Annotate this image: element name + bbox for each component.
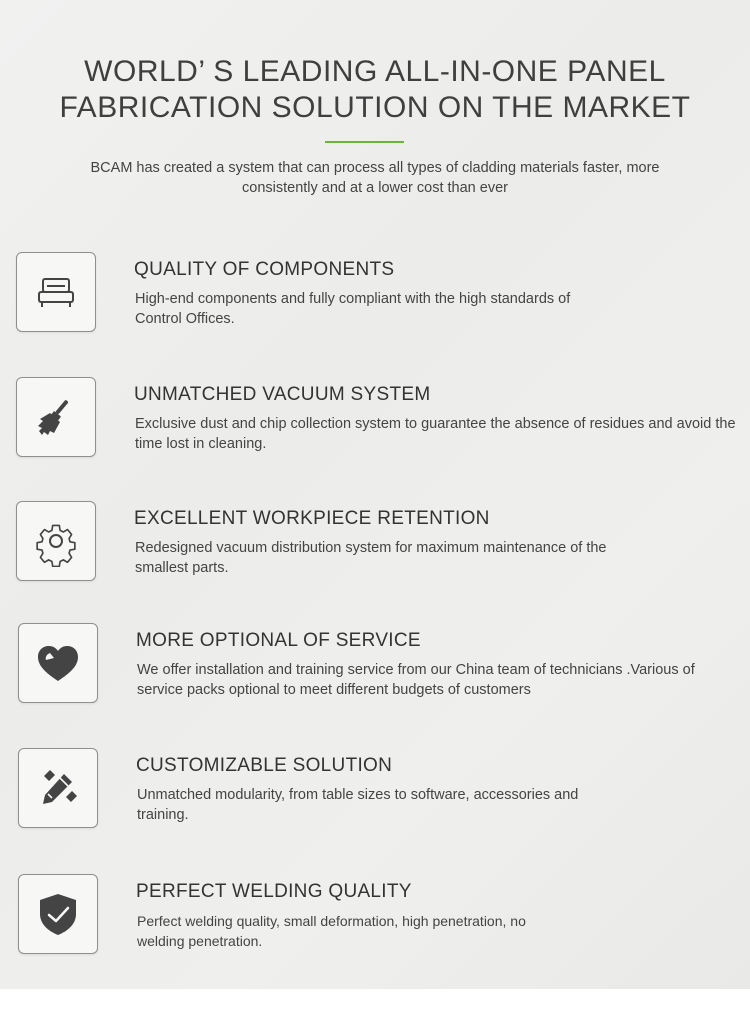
feature-description: Unmatched modularity, from table sizes to software, accessories and training. bbox=[137, 787, 579, 823]
feature-description: Exclusive dust and chip collection system to guarantee the absence of residues and avoid the time lost in cleaning. bbox=[135, 416, 736, 452]
feature-title: UNMATCHED VACUUM SYSTEM bbox=[134, 384, 431, 405]
feature-title: MORE OPTIONAL OF SERVICE bbox=[136, 630, 421, 651]
feature-icon-box bbox=[16, 501, 96, 581]
page-title bbox=[0, 54, 750, 126]
title-divider bbox=[325, 141, 404, 143]
feature-icon-box bbox=[16, 377, 96, 457]
pencil-ruler-icon bbox=[32, 762, 84, 814]
feature-title: CUSTOMIZABLE SOLUTION bbox=[136, 755, 393, 776]
feature-title: PERFECT WELDING QUALITY bbox=[136, 881, 412, 902]
title-line-1: WORLD’ S LEADING ALL-IN-ONE PANEL bbox=[84, 55, 666, 88]
gear-icon bbox=[30, 515, 82, 567]
intro-text: BCAM has created a system that can process all types of cladding materials faster, more consistently and at a lower cost than ever bbox=[90, 160, 660, 196]
broom-icon bbox=[30, 391, 82, 443]
feature-title: EXCELLENT WORKPIECE RETENTION bbox=[134, 508, 490, 529]
feature-item bbox=[0, 748, 750, 838]
heart-icon bbox=[32, 637, 84, 689]
feature-item bbox=[0, 377, 750, 467]
feature-item bbox=[0, 252, 750, 342]
feature-icon-box bbox=[18, 623, 98, 703]
feature-icon-box bbox=[18, 874, 98, 954]
shield-check-icon bbox=[32, 888, 84, 940]
feature-item bbox=[0, 874, 750, 964]
feature-icon-box bbox=[18, 748, 98, 828]
feature-description: Perfect welding quality, small deformation, high penetration, no welding penetration. bbox=[137, 913, 526, 949]
feature-icon-box bbox=[16, 252, 96, 332]
feature-item bbox=[0, 501, 750, 591]
title-line-2: FABRICATION SOLUTION ON THE MARKET bbox=[59, 91, 691, 124]
feature-item bbox=[0, 623, 750, 713]
feature-description: High-end components and fully compliant with the high standards of Control Offices. bbox=[135, 291, 571, 327]
feature-description: Redesigned vacuum distribution system for maximum maintenance of the smallest parts. bbox=[135, 540, 607, 576]
bed-icon bbox=[30, 266, 82, 318]
feature-description: We offer installation and training service from our China team of technicians .Various of service packs optional to meet different budgets of customers bbox=[137, 662, 695, 698]
feature-title: QUALITY OF COMPONENTS bbox=[134, 259, 395, 280]
